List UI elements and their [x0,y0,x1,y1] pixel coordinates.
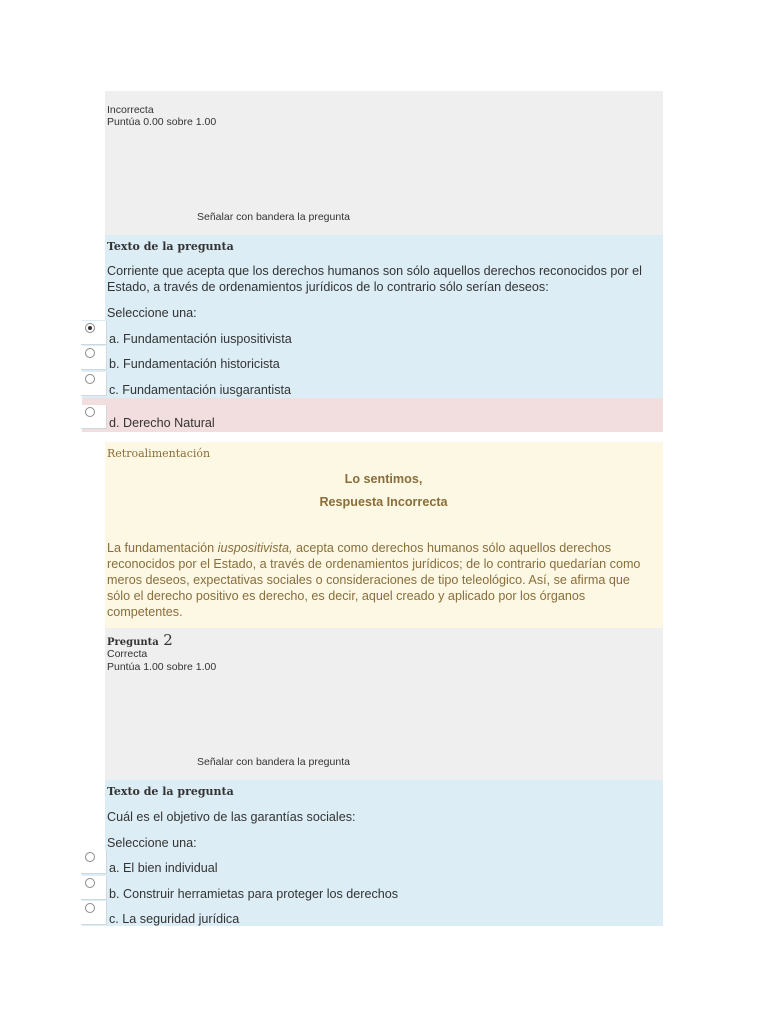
radio-unchecked-icon[interactable] [85,348,95,358]
q1-question-panel [105,235,663,398]
q2-select-prompt: Seleccione una: [107,836,197,850]
feedback-text-end: acepta como derechos humanos sólo aquellos derechos reconocidos por el Estado, a través de ordenamientos jurídicos; de lo contrario quedarían como meros deseos, expectativas sociales o consideraciones de tipo teleológico. Así, se afirma que sólo el derecho positivo es derecho, es decir, aquel creado y aplicado por los órganos competentes. [107,541,641,619]
q2-option-a[interactable]: a. El bien individual [109,861,218,875]
radio-unchecked-icon[interactable] [85,852,95,862]
feedback-explanation [107,540,647,620]
q2-number: 2 [163,631,173,649]
q1-option-c-radio-box[interactable] [81,372,107,396]
q1-feedback-panel [105,442,663,628]
q2-label: Pregunta [107,637,159,648]
q2-question-text: Cuál es el objetivo de las garantías sociales: [107,810,356,824]
q2-option-c-radio-box[interactable] [81,901,107,925]
q1-option-b-radio-box[interactable] [81,346,107,370]
q2-question-panel [105,780,663,926]
q2-option-b-radio-box[interactable] [81,876,107,900]
q2-option-c[interactable]: c. La seguridad jurídica [109,912,240,926]
feedback-subtitle: Respuesta Incorrecta [319,495,448,509]
q1-option-d-radio-box[interactable] [81,405,107,429]
q1-grade: Puntúa 0.00 sobre 1.00 [107,116,217,128]
q1-question-text: Corriente que acepta que los derechos humanos son sólo aquellos derechos reconocidos por el Estado, a través de ordenamientos jurídicos de lo contrario sólo serían deseos: [107,264,642,294]
q1-option-a-radio-box[interactable] [81,321,107,345]
q1-info-panel [105,91,663,235]
feedback-heading: Retroalimentación [107,447,211,460]
radio-unchecked-icon[interactable] [85,878,95,888]
radio-unchecked-icon[interactable] [85,407,95,417]
q1-option-a[interactable]: a. Fundamentación iuspositivista [109,332,292,346]
q1-state: Incorrecta [107,104,154,116]
q1-option-d[interactable]: d. Derecho Natural [109,416,215,430]
q1-text-heading: Texto de la pregunta [107,240,234,253]
q1-option-b[interactable]: b. Fundamentación historicista [109,357,280,371]
q2-option-a-radio-box[interactable] [81,850,107,874]
q2-state: Correcta [107,648,148,660]
radio-unchecked-icon[interactable] [85,903,95,913]
feedback-title: Lo sentimos, [344,472,423,486]
q2-option-b[interactable]: b. Construir herramietas para proteger los derechos [109,887,399,901]
feedback-text-italic: iuspositivista, [217,541,293,555]
q1-select-prompt: Seleccione una: [107,306,197,320]
feedback-text-start: La fundamentación [107,541,218,555]
q1-flag-link[interactable]: Señalar con bandera la pregunta [197,211,350,223]
q2-text-heading: Texto de la pregunta [107,785,234,798]
radio-unchecked-icon[interactable] [85,374,95,384]
radio-checked-icon[interactable] [85,323,95,333]
q2-grade: Puntúa 1.00 sobre 1.00 [107,661,217,673]
q1-option-c[interactable]: c. Fundamentación iusgarantista [109,383,292,397]
q2-flag-link[interactable]: Señalar con bandera la pregunta [197,756,350,768]
q2-info-panel [105,628,663,780]
